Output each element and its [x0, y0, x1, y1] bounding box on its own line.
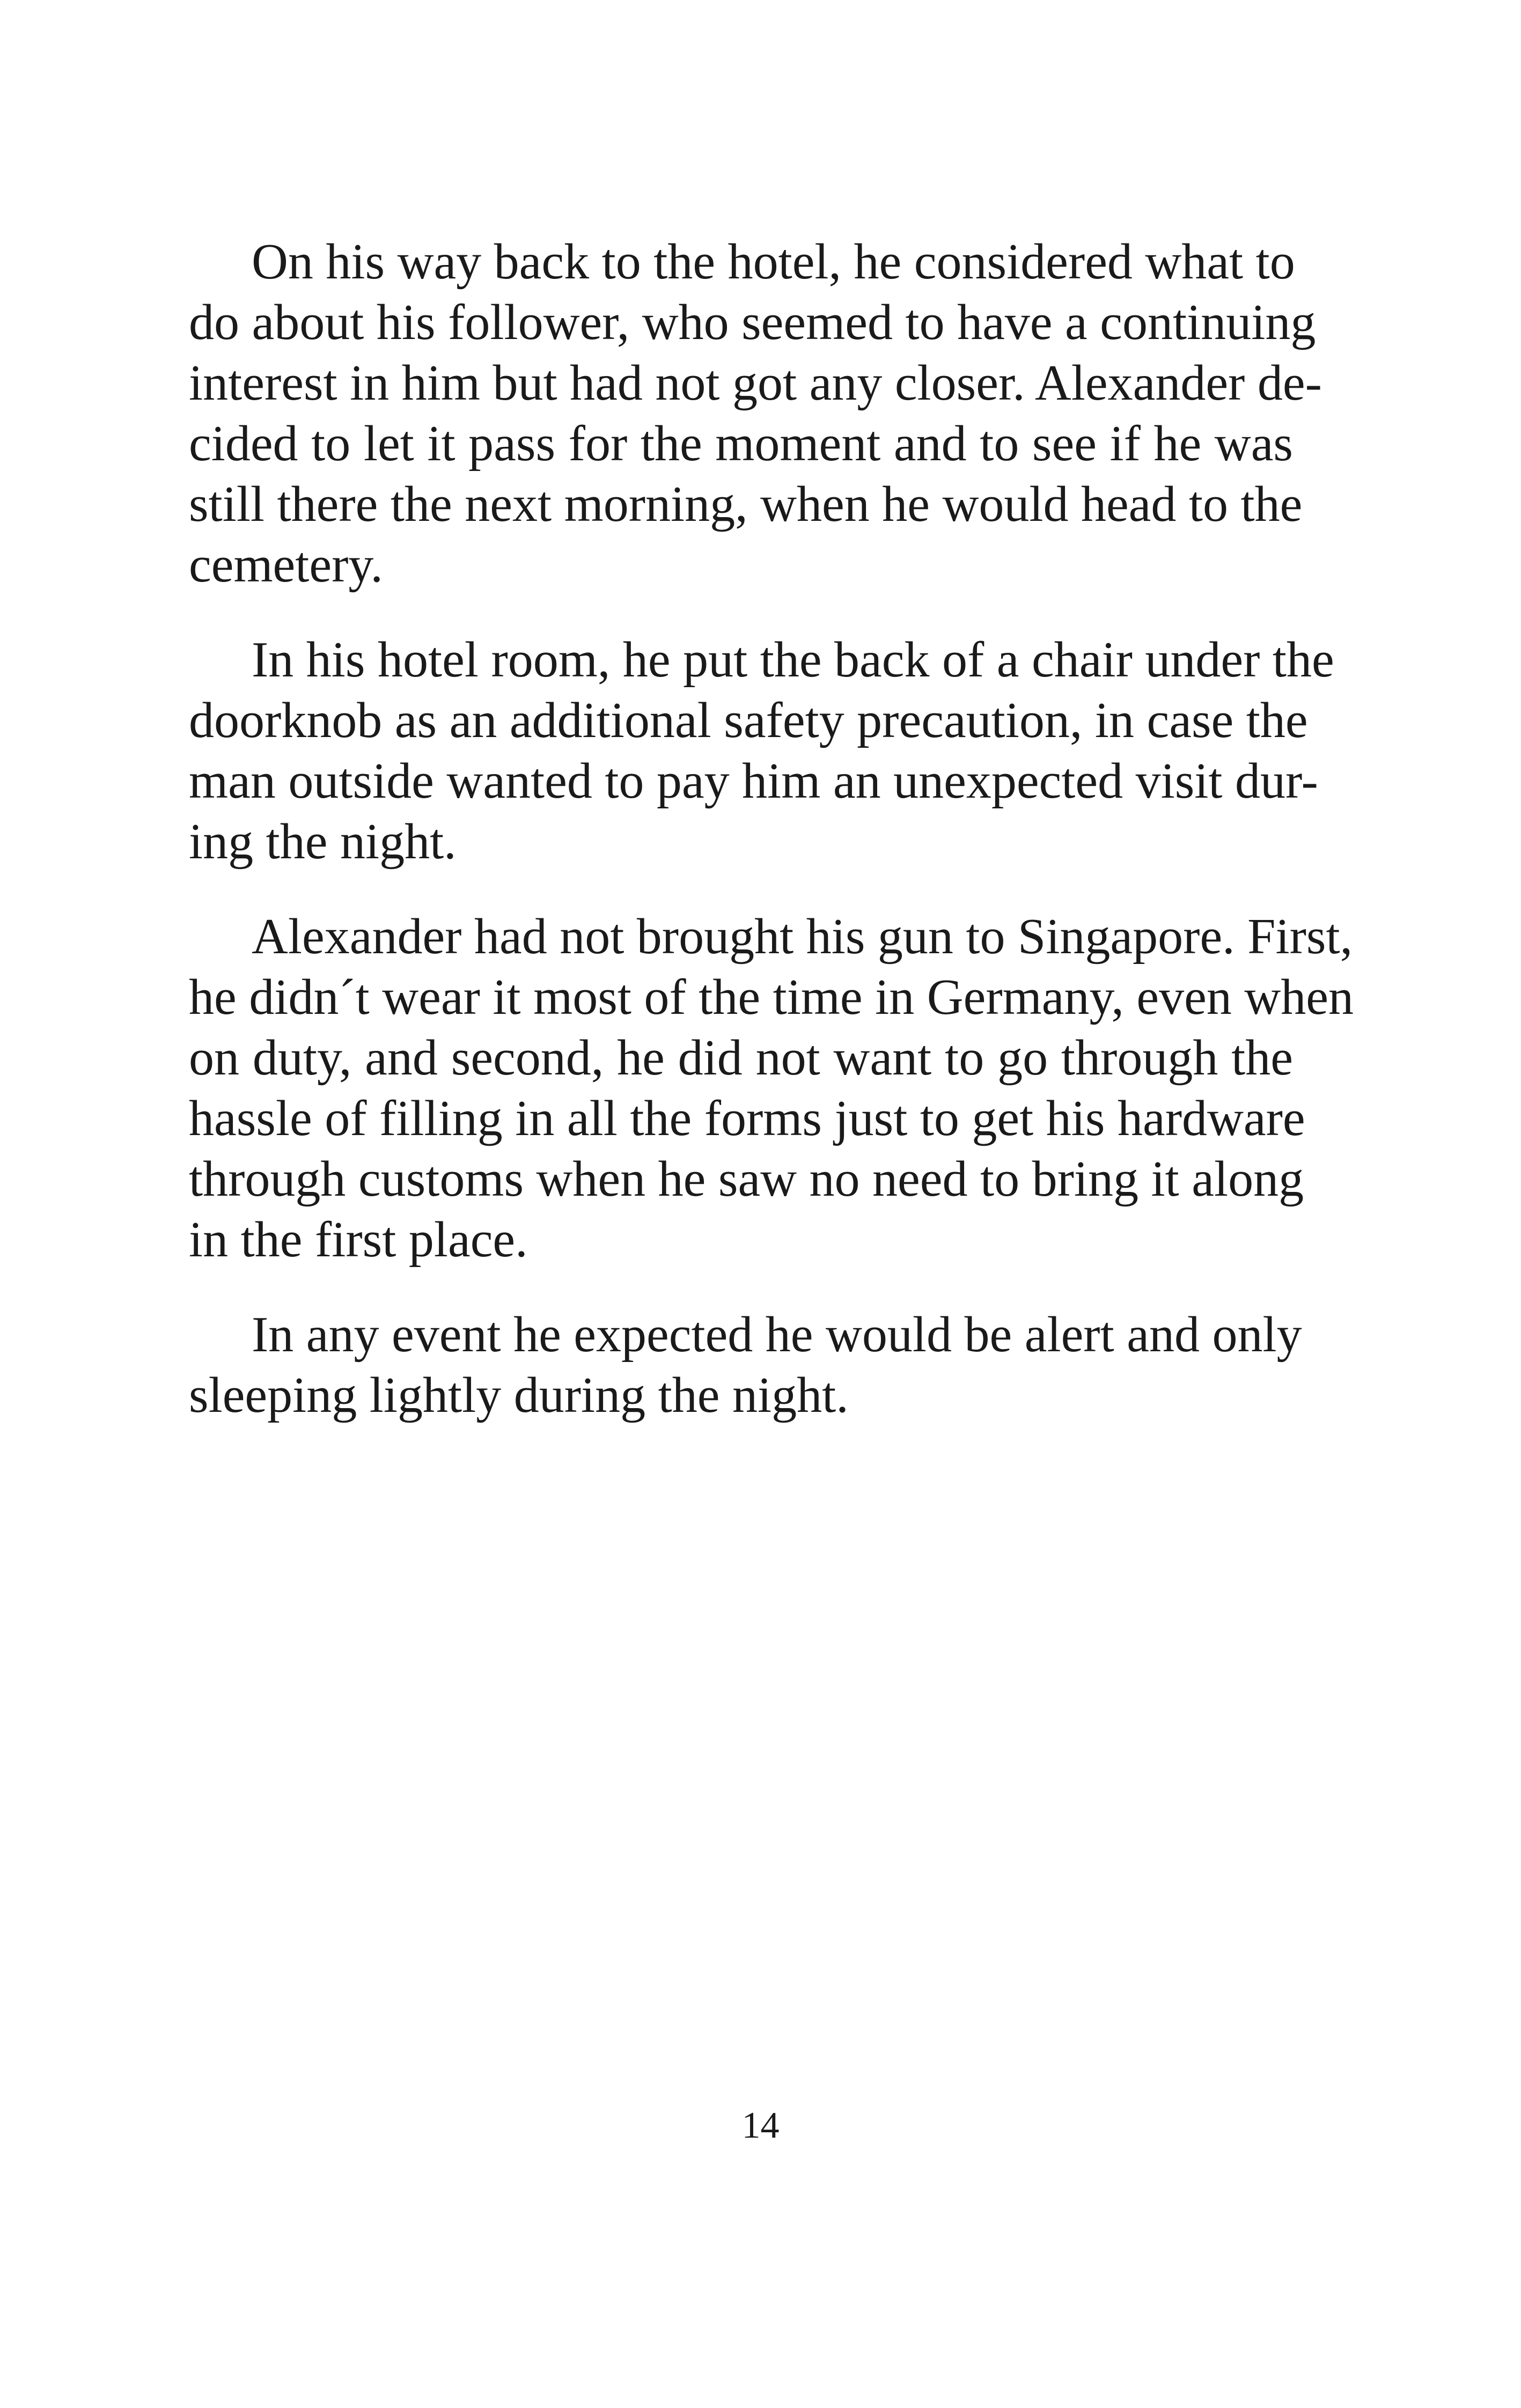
text-line: cemetery.	[189, 537, 383, 593]
text-line: through customs when he saw no need to bring it along	[189, 1151, 1304, 1207]
body-text	[189, 232, 1354, 1460]
paragraph-1	[189, 232, 1322, 595]
text-line: man outside wanted to pay him an unexpected visit dur-	[189, 753, 1318, 809]
text-line: in the first place.	[189, 1212, 528, 1268]
paragraph-4	[189, 1305, 1302, 1426]
text-line: doorknob as an additional safety precaution, in case the	[189, 693, 1308, 748]
paragraph-2	[189, 630, 1334, 872]
text-line: In any event he expected he would be alert and only	[252, 1307, 1302, 1363]
paragraph-3	[189, 907, 1354, 1270]
text-line: sleeping lightly during the night.	[189, 1367, 849, 1423]
text-line: on duty, and second, he did not want to go through the	[189, 1030, 1293, 1086]
text-line: interest in him but had not got any closer. Alexander de-	[189, 355, 1322, 411]
text-line: do about his follower, who seemed to have a continuing	[189, 294, 1316, 350]
text-line: he didn´t wear it most of the time in Germany, even when	[189, 969, 1354, 1025]
text-line: still there the next morning, when he would head to the	[189, 476, 1303, 532]
page-number: 14	[741, 2105, 780, 2146]
text-line: ing the night.	[189, 814, 457, 870]
text-line: hassle of filling in all the forms just to get his hardware	[189, 1091, 1305, 1146]
text-line: On his way back to the hotel, he considered what to	[252, 234, 1295, 290]
text-line: Alexander had not brought his gun to Singapore. First,	[252, 909, 1353, 964]
text-line: cided to let it pass for the moment and to see if he was	[189, 416, 1293, 472]
text-line: In his hotel room, he put the back of a chair under the	[252, 632, 1334, 688]
